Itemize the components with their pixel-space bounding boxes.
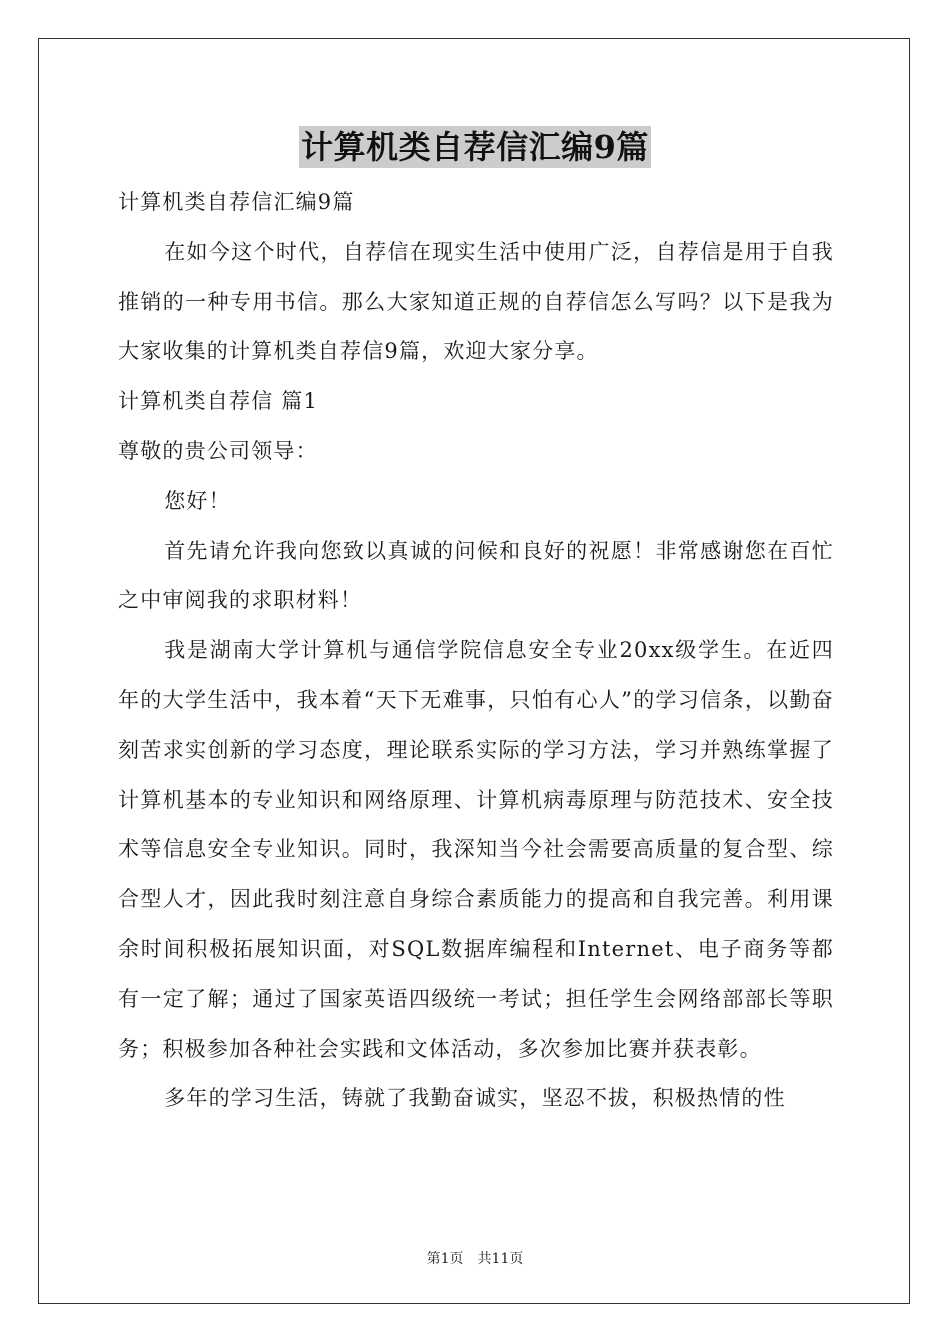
page-total: 共11页	[477, 1251, 524, 1267]
paragraph: 首先请允许我向您致以真诚的问候和良好的祝愿！非常感谢您在百忙之中审阅我的求职材料！	[118, 538, 834, 613]
document-body	[118, 178, 834, 1124]
paragraph: 多年的学习生活，铸就了我勤奋诚实，坚忍不拔，积极热情的性	[164, 1086, 786, 1111]
paragraph: 您好！	[164, 488, 231, 513]
paragraph: 我是湖南大学计算机与通信学院信息安全专业20xx级学生。在近四年的大学生活中，我本着“天下无难事，只怕有心人”的学习信条，以勤奋刻苦求实创新的学习态度，理论联系实际的学习方法，学习并熟练掌握了计算机基本的专业知识和网络原理、计算机病毒原理与防范技术、安全技术等信息安全专业知识。同时，我深知当今社会需要高质量的复合型、综合型人才，因此我时刻注意自身综合素质能力的提高和自我完善。利用课余时间积极拓展知识面，对SQL数据库编程和Internet、电子商务等都有一定了解；通过了国家英语四级统一考试；担任学生会网络部部长等职务；积极参加各种社会实践和文体活动，多次参加比赛并获表彰。	[118, 638, 834, 1061]
page-footer	[0, 1248, 950, 1268]
paragraph: 尊敬的贵公司领导：	[118, 438, 318, 463]
paragraph: 计算机类自荐信 篇1	[118, 389, 319, 414]
paragraph: 在如今这个时代，自荐信在现实生活中使用广泛，自荐信是用于自我推销的一种专用书信。那么大家知道正规的自荐信怎么写吗？以下是我为大家收集的计算机类自荐信9篇，欢迎大家分享。	[118, 239, 834, 364]
page-number: 第1页	[426, 1251, 464, 1267]
title-container	[0, 126, 950, 168]
document-title: 计算机类自荐信汇编9篇	[301, 128, 649, 166]
paragraph: 计算机类自荐信汇编9篇	[118, 190, 355, 214]
